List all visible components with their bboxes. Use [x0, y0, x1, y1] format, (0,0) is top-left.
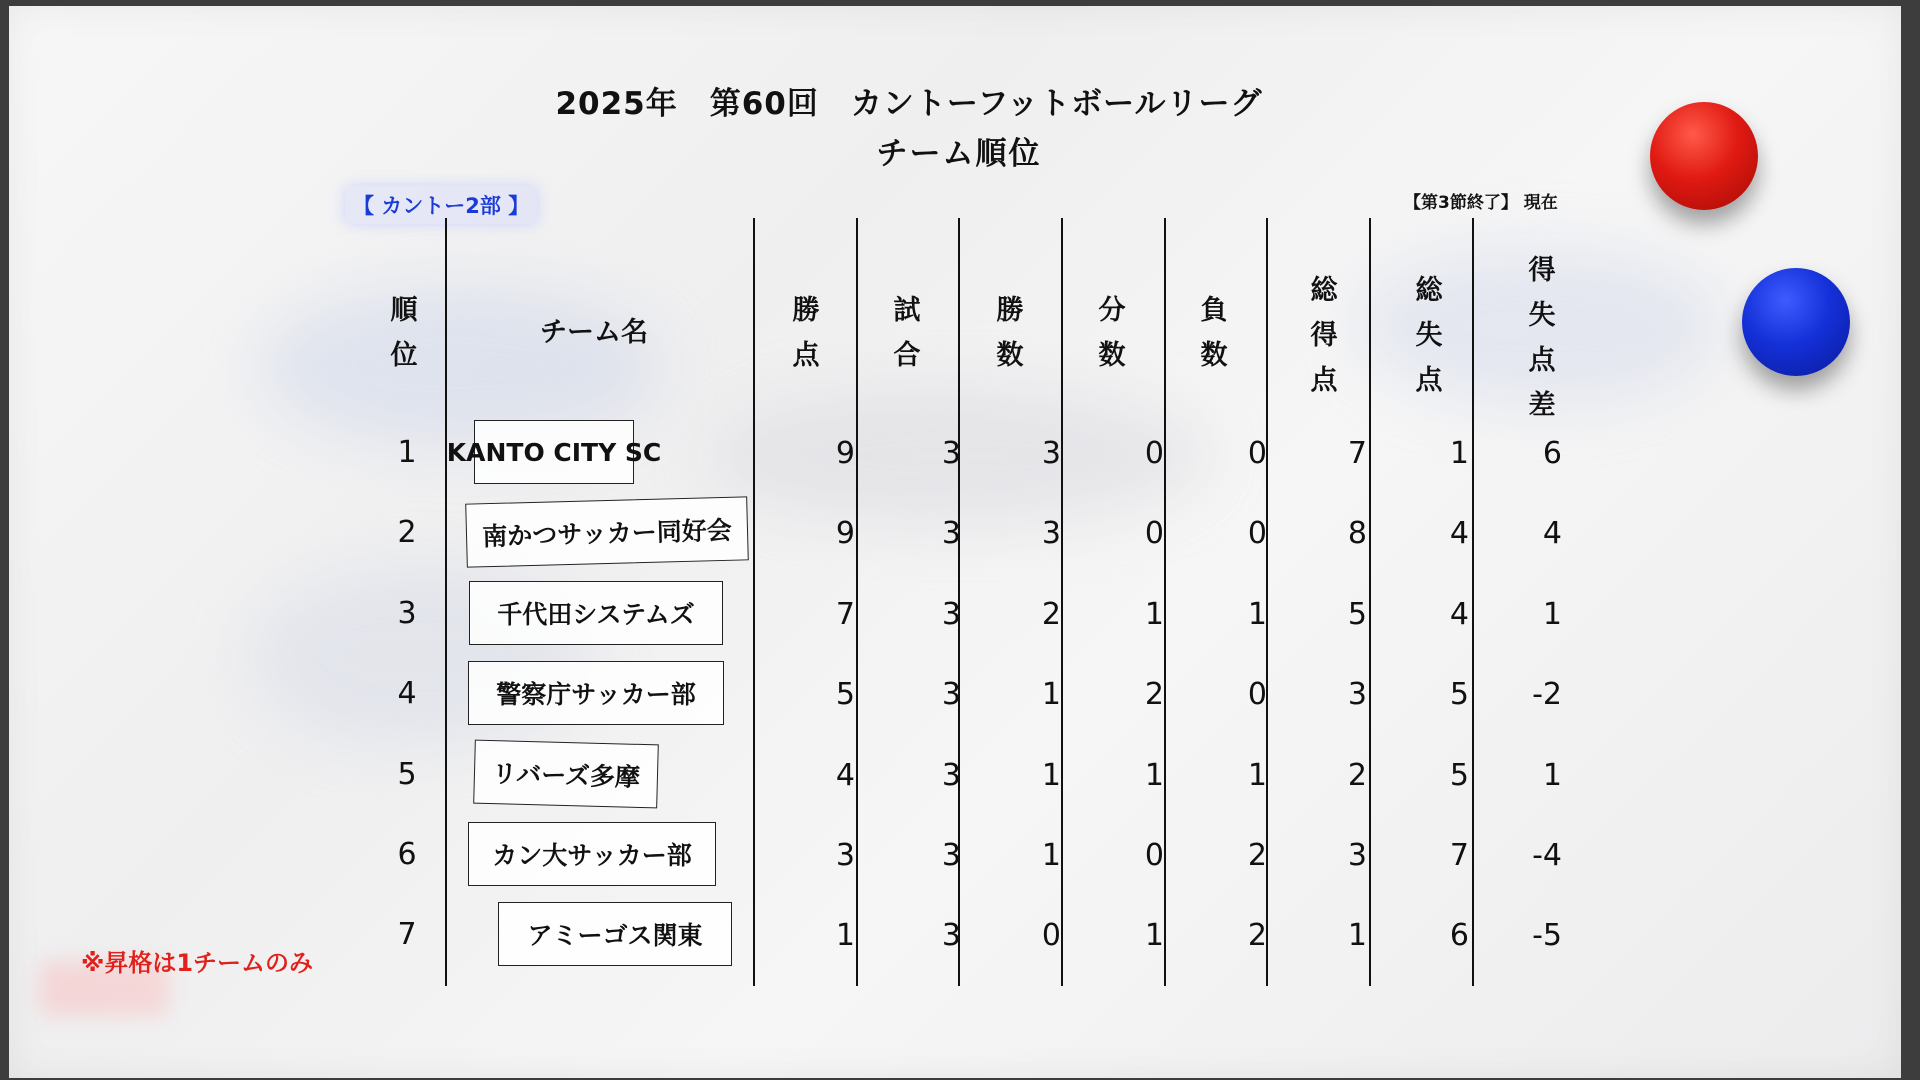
losses-cell: 1	[1247, 758, 1267, 793]
wins-cell: 1	[1041, 677, 1061, 712]
gf-cell: 7	[1347, 436, 1367, 471]
header-char: 合	[893, 340, 921, 371]
header-draws	[1087, 288, 1137, 378]
ga-cell: 7	[1449, 838, 1469, 873]
points-cell: 5	[835, 677, 855, 712]
draws-cell: 0	[1144, 516, 1164, 551]
losses-cell: 0	[1247, 436, 1267, 471]
rank-cell: 5	[397, 757, 417, 792]
page-title: 2025年 第60回 カントーフットボールリーグ	[555, 86, 1263, 122]
draws-cell: 1	[1144, 597, 1164, 632]
header-char: 点	[1528, 345, 1556, 376]
wins-cell: 1	[1041, 758, 1061, 793]
header-char: 総	[1310, 275, 1338, 306]
header-char: 失	[1415, 320, 1443, 351]
played-cell: 3	[941, 597, 961, 632]
gf-cell: 1	[1347, 918, 1367, 953]
page-subtitle: チーム順位	[876, 136, 1042, 172]
gd-cell: 1	[1542, 758, 1562, 793]
header-team: チーム名	[540, 317, 648, 348]
column-divider	[1369, 218, 1371, 986]
draws-cell: 2	[1144, 677, 1164, 712]
header-char: 負	[1200, 295, 1228, 326]
points-cell: 3	[835, 838, 855, 873]
points-cell: 9	[835, 516, 855, 551]
slide	[9, 6, 1901, 1078]
header-char: 点	[1310, 365, 1338, 396]
red-ball-decoration	[1650, 102, 1758, 210]
losses-cell: 1	[1247, 597, 1267, 632]
wins-cell: 2	[1041, 597, 1061, 632]
played-cell: 3	[941, 436, 961, 471]
promotion-note: ※昇格は1チームのみ	[81, 949, 314, 977]
ga-cell: 5	[1449, 758, 1469, 793]
rank-cell: 1	[397, 435, 417, 470]
gd-cell: 6	[1542, 436, 1562, 471]
gd-cell: 4	[1542, 516, 1562, 551]
blue-ball-decoration	[1742, 268, 1850, 376]
column-divider	[445, 218, 447, 986]
header-played	[882, 288, 932, 378]
rank-cell: 6	[397, 837, 417, 872]
wins-cell: 3	[1041, 436, 1061, 471]
played-cell: 3	[941, 758, 961, 793]
draws-cell: 1	[1144, 758, 1164, 793]
ga-cell: 1	[1449, 436, 1469, 471]
header-goals-for	[1299, 268, 1349, 403]
gf-cell: 5	[1347, 597, 1367, 632]
header-char: 差	[1528, 390, 1556, 421]
header-char: 順	[390, 295, 418, 326]
team-name-box: カン大サッカー部	[468, 822, 716, 886]
header-char: 試	[893, 295, 921, 326]
header-goals-against	[1404, 268, 1454, 403]
played-cell: 3	[941, 516, 961, 551]
wins-cell: 0	[1041, 918, 1061, 953]
gf-cell: 2	[1347, 758, 1367, 793]
header-char: 勝	[996, 295, 1024, 326]
rank-cell: 3	[397, 596, 417, 631]
played-cell: 3	[941, 918, 961, 953]
points-cell: 4	[835, 758, 855, 793]
column-divider	[1164, 218, 1166, 986]
draws-cell: 0	[1144, 436, 1164, 471]
header-char: 分	[1098, 295, 1126, 326]
points-cell: 9	[835, 436, 855, 471]
gd-cell: -2	[1532, 677, 1562, 712]
ga-cell: 4	[1449, 516, 1469, 551]
rank-cell: 7	[397, 917, 417, 952]
rank-cell: 2	[397, 515, 417, 550]
rank-cell: 4	[397, 676, 417, 711]
header-char: 位	[390, 340, 418, 371]
gf-cell: 3	[1347, 838, 1367, 873]
points-cell: 7	[835, 597, 855, 632]
gd-cell: 1	[1542, 597, 1562, 632]
header-char: 数	[996, 340, 1024, 371]
ga-cell: 6	[1449, 918, 1469, 953]
losses-cell: 2	[1247, 918, 1267, 953]
header-char: 勝	[792, 295, 820, 326]
wins-cell: 3	[1041, 516, 1061, 551]
header-char: 得	[1528, 255, 1556, 286]
header-char: 数	[1200, 340, 1228, 371]
team-name-box: 千代田システムズ	[469, 581, 723, 645]
team-name-box: アミーゴス関東	[498, 902, 732, 966]
header-goal-diff	[1517, 248, 1567, 428]
wins-cell: 1	[1041, 838, 1061, 873]
header-char: 得	[1310, 320, 1338, 351]
status-label: 【第3節終了】 現在	[1404, 193, 1558, 213]
header-char: 点	[1415, 365, 1443, 396]
played-cell: 3	[941, 838, 961, 873]
column-divider	[1061, 218, 1063, 986]
column-divider	[856, 218, 858, 986]
header-char: 総	[1415, 275, 1443, 306]
played-cell: 3	[941, 677, 961, 712]
losses-cell: 0	[1247, 677, 1267, 712]
header-points	[781, 288, 831, 378]
column-divider	[753, 218, 755, 986]
gd-cell: -4	[1532, 838, 1562, 873]
team-name-box: 南かつサッカー同好会	[465, 496, 749, 567]
ga-cell: 4	[1449, 597, 1469, 632]
team-name-box: リバーズ多摩	[473, 740, 659, 809]
division-label: 【 カントー2部 】	[345, 186, 537, 224]
losses-cell: 0	[1247, 516, 1267, 551]
gf-cell: 3	[1347, 677, 1367, 712]
points-cell: 1	[835, 918, 855, 953]
header-char: 点	[792, 340, 820, 371]
header-wins	[985, 288, 1035, 378]
gd-cell: -5	[1532, 918, 1562, 953]
header-char: 失	[1528, 300, 1556, 331]
gf-cell: 8	[1347, 516, 1367, 551]
losses-cell: 2	[1247, 838, 1267, 873]
header-rank	[379, 288, 429, 378]
team-name-box: KANTO CITY SC	[474, 420, 634, 484]
header-char: 数	[1098, 340, 1126, 371]
column-divider	[1472, 218, 1474, 986]
team-name-box: 警察庁サッカー部	[468, 661, 724, 725]
draws-cell: 0	[1144, 838, 1164, 873]
draws-cell: 1	[1144, 918, 1164, 953]
header-losses	[1189, 288, 1239, 378]
ga-cell: 5	[1449, 677, 1469, 712]
